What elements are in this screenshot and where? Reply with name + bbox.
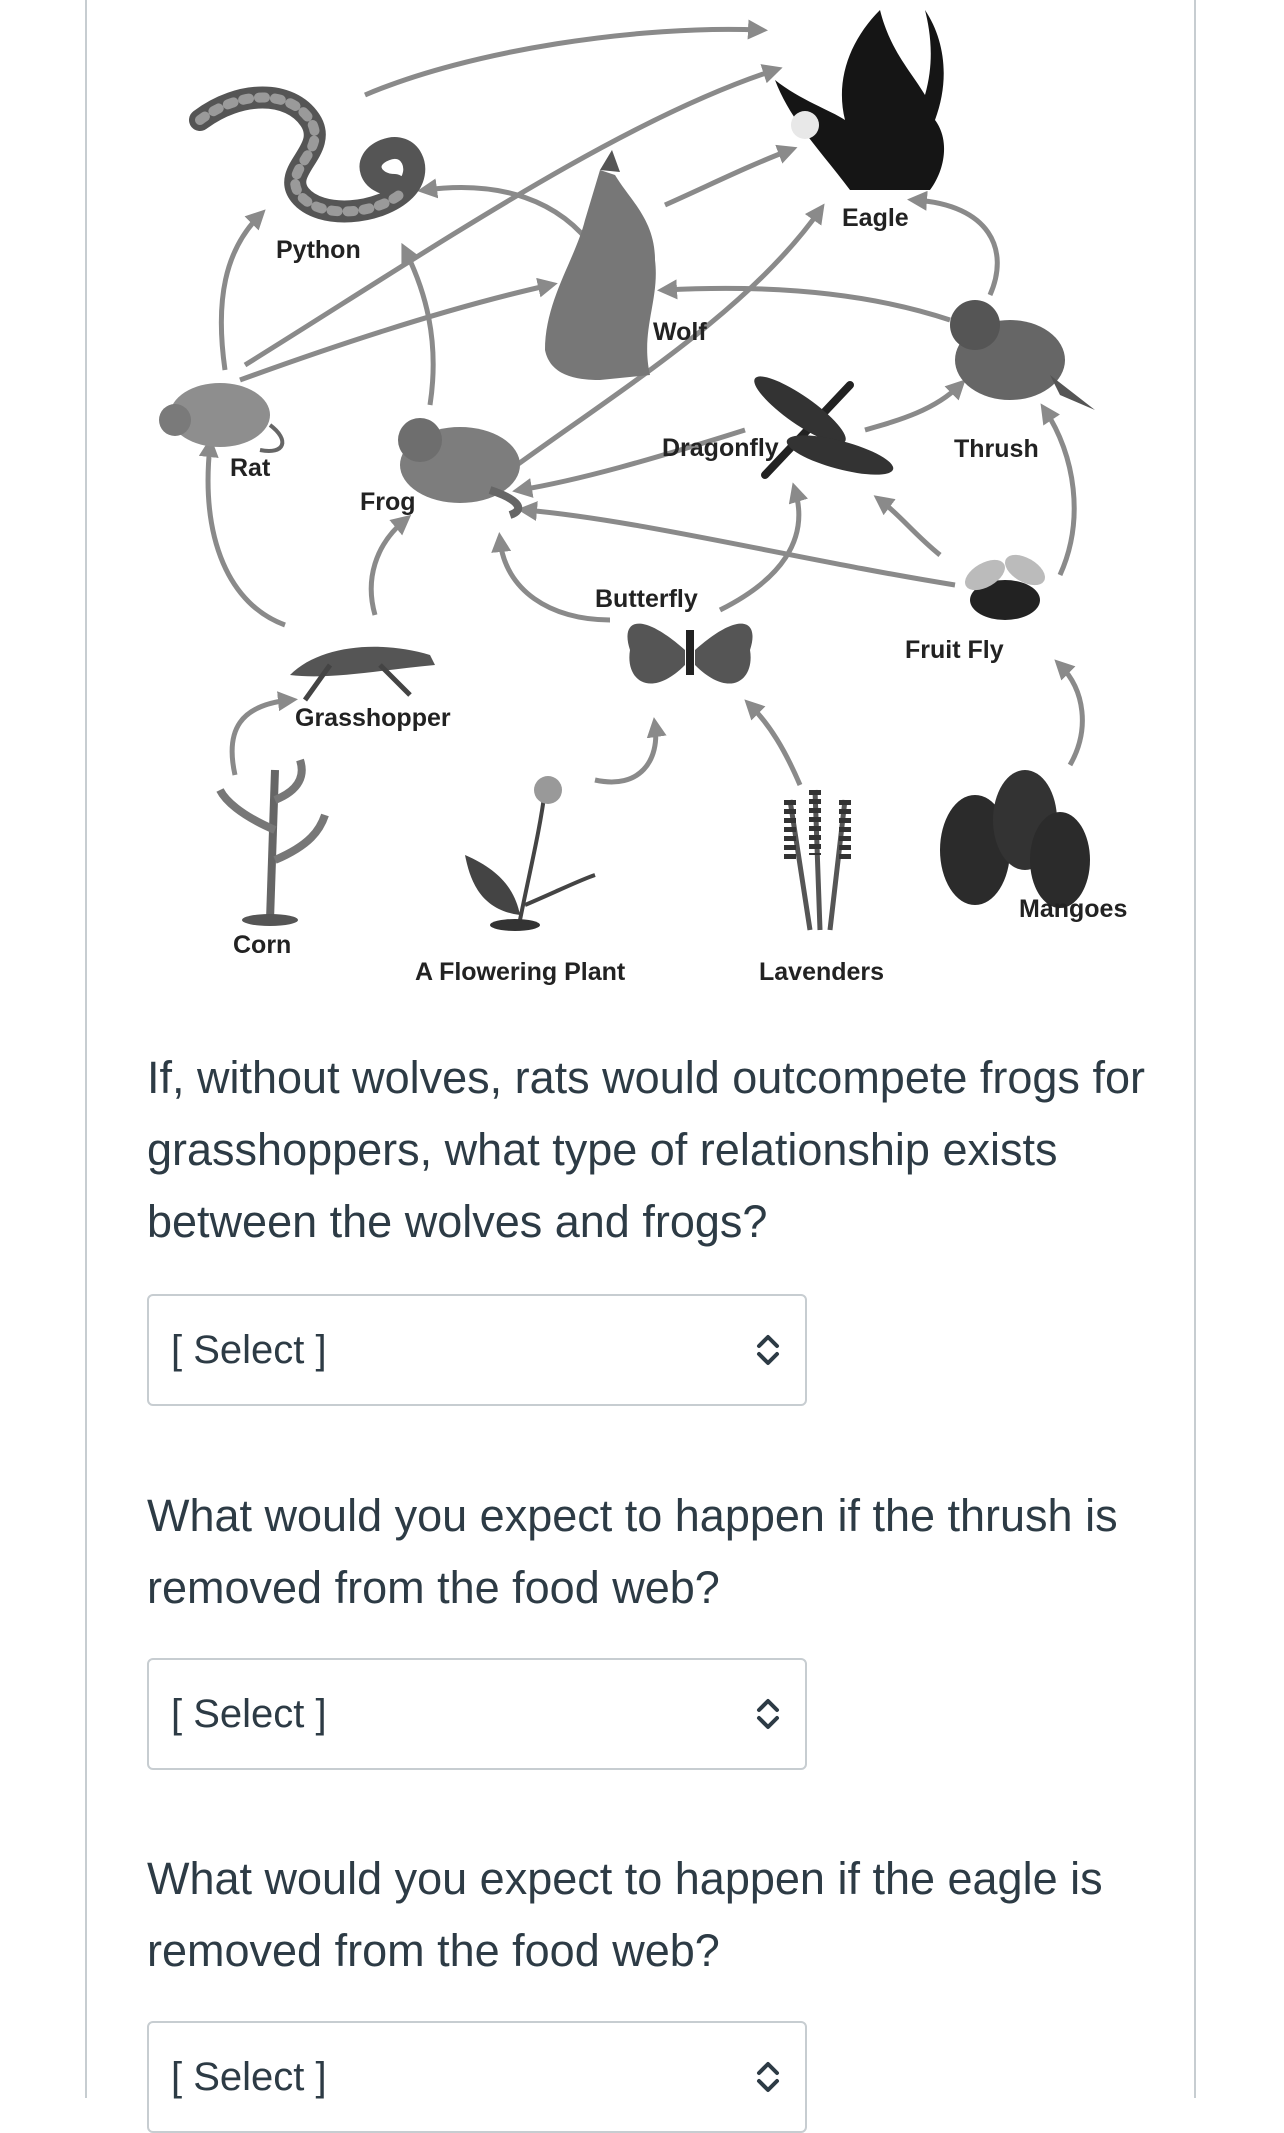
eagle-icon [775, 10, 944, 190]
arrow-dragonfly-thrush [865, 385, 960, 430]
arrow-wolf-eagle [665, 150, 790, 205]
arrow-thrush-eagle [915, 200, 997, 295]
question-2-select[interactable] [147, 1658, 807, 1770]
frog-icon [398, 418, 520, 515]
arrow-rat-wolf [240, 285, 550, 380]
arrow-python-eagle [365, 29, 760, 95]
question-3-text: What would you expect to happen if the eagle is removed from the food web? [147, 1853, 1103, 1976]
question-1-select-value: [ Select ] [171, 1328, 327, 1372]
fruit-fly-icon [960, 549, 1050, 620]
arrow-frog-python [405, 250, 433, 405]
updown-chevron-icon [753, 1694, 783, 1734]
label-python: Python [276, 236, 361, 264]
question-3-select[interactable] [147, 2021, 807, 2133]
label-flowering-plant: A Flowering Plant [415, 958, 626, 986]
lavenders-icon [790, 790, 845, 930]
question-1-text: If, without wolves, rats would outcompete frogs for grasshoppers, what type of relationship exists between the wolves and frogs? [147, 1052, 1145, 1247]
mangoes-icon [940, 770, 1090, 908]
arrow-grasshopper-frog [371, 520, 405, 615]
butterfly-icon [627, 624, 752, 684]
arrow-fruitfly-thrush [1045, 410, 1074, 575]
label-grasshopper: Grasshopper [295, 704, 451, 732]
updown-chevron-icon [753, 2057, 783, 2097]
label-frog: Frog [360, 488, 416, 516]
arrow-mangoes-fruitfly [1060, 665, 1082, 765]
label-fruit-fly: Fruit Fly [905, 636, 1004, 664]
label-mangoes: Mangoes [1019, 895, 1128, 923]
arrow-rat-python [221, 215, 260, 370]
arrow-wolf-python [425, 188, 595, 251]
thrush-icon [950, 300, 1095, 410]
arrow-plant-butterfly [595, 725, 656, 782]
question-2-select-value: [ Select ] [171, 1692, 327, 1736]
arrow-butterfly-frog [500, 540, 610, 620]
label-wolf: Wolf [653, 318, 707, 346]
arrow-fruitfly-dragonfly [880, 500, 940, 555]
label-thrush: Thrush [954, 435, 1039, 463]
label-dragonfly: Dragonfly [662, 434, 779, 462]
food-web-diagram [0, 0, 1284, 1010]
flowering-plant-icon [465, 776, 595, 931]
corn-icon [220, 760, 325, 926]
label-corn: Corn [233, 931, 292, 959]
arrow-lavenders-butterfly [750, 705, 800, 785]
rat-icon [159, 383, 282, 451]
question-2-text: What would you expect to happen if the thrush is removed from the food web? [147, 1490, 1118, 1613]
label-butterfly: Butterfly [595, 585, 698, 613]
label-eagle: Eagle [842, 204, 909, 232]
question-3-select-value: [ Select ] [171, 2055, 327, 2099]
label-rat: Rat [230, 454, 271, 482]
label-lavenders: Lavenders [759, 958, 885, 986]
arrow-thrush-wolf [665, 288, 950, 320]
updown-chevron-icon [753, 1330, 783, 1370]
arrow-fruitfly-frog [525, 510, 955, 585]
wolf-icon [545, 150, 656, 380]
grasshopper-icon [290, 647, 435, 700]
question-1-select[interactable] [147, 1294, 807, 1406]
python-icon [200, 98, 414, 212]
arrow-corn-grasshopper [232, 700, 290, 775]
